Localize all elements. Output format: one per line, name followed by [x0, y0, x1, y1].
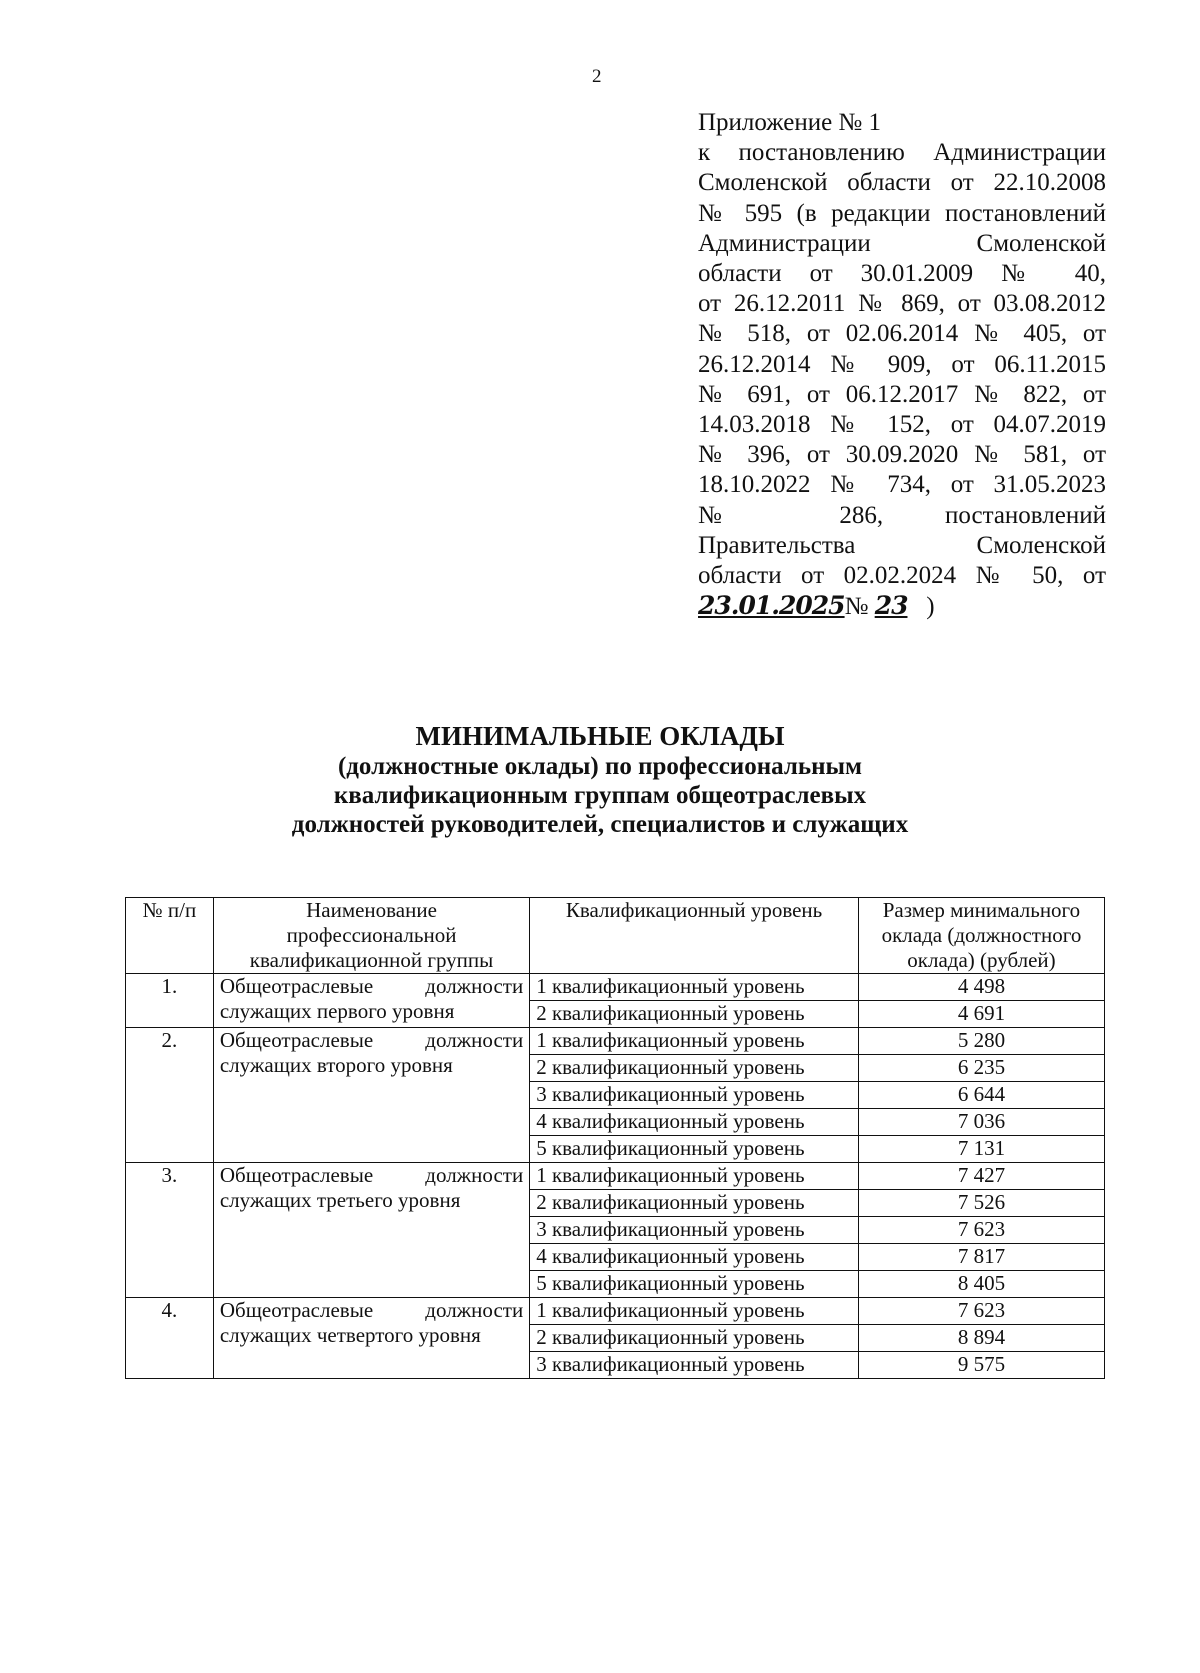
salary-value: 7 526	[858, 1190, 1104, 1217]
group-name-cell	[213, 1028, 529, 1163]
group-name: Общеотраслевые должности служащих второго уровня	[219, 1028, 524, 1077]
appendix-last-line	[698, 591, 1106, 622]
salary-value: 6 644	[858, 1082, 1104, 1109]
salary-value: 8 894	[858, 1325, 1104, 1352]
qualification-level: 1 квалификационный уровень	[530, 974, 859, 1001]
group-name-cell	[213, 974, 529, 1028]
group-number: 3.	[126, 1163, 214, 1298]
appendix-line: № 396, от 30.09.2020 № 581, от	[698, 441, 1106, 469]
appendix-line: Правительства Смоленской	[698, 531, 1106, 559]
title-line: должностей руководителей, специалистов и служащих	[291, 811, 909, 838]
table-row	[126, 1298, 1105, 1325]
qualification-level: 1 квалификационный уровень	[530, 1028, 859, 1055]
qualification-level: 2 квалификационный уровень	[530, 1001, 859, 1028]
salary-value: 6 235	[858, 1055, 1104, 1082]
qualification-level: 4 квалификационный уровень	[530, 1244, 859, 1271]
appendix-line: Приложение № 1	[698, 109, 882, 136]
table-row	[126, 974, 1105, 1001]
header-level: Квалификационный уровень	[530, 898, 859, 974]
page-number: 2	[592, 66, 602, 87]
appendix-line: № 518, от 02.06.2014 № 405, от	[698, 320, 1106, 348]
salary-value: 9 575	[858, 1352, 1104, 1379]
table-header-row	[126, 898, 1105, 974]
qualification-level: 2 квалификационный уровень	[530, 1325, 859, 1352]
qualification-level: 1 квалификационный уровень	[530, 1163, 859, 1190]
appendix-line: Администрации Смоленской	[698, 229, 1106, 257]
salary-value: 7 036	[858, 1109, 1104, 1136]
group-number: 1.	[126, 974, 214, 1028]
group-name: Общеотраслевые должности служащих третьего уровня	[219, 1163, 524, 1212]
handwritten-number: 23	[874, 591, 908, 621]
qualification-level: 4 квалификационный уровень	[530, 1109, 859, 1136]
handwritten-date: 23.01.2025	[698, 591, 845, 621]
appendix-line: 14.03.2018 № 152, от 04.07.2019	[698, 411, 1106, 439]
qualification-level: 3 квалификационный уровень	[530, 1082, 859, 1109]
qualification-level: 2 квалификационный уровень	[530, 1055, 859, 1082]
table-row	[126, 1163, 1105, 1190]
document-title	[0, 720, 1200, 839]
title-line: квалификационным группам общеотраслевых	[333, 782, 867, 809]
salary-value: 7 427	[858, 1163, 1104, 1190]
salary-value: 4 691	[858, 1001, 1104, 1028]
group-number: 2.	[126, 1028, 214, 1163]
appendix-line: 26.12.2014 № 909, от 06.11.2015	[698, 350, 1106, 378]
group-name: Общеотраслевые должности служащих четвертого уровня	[219, 1298, 524, 1347]
appendix-block	[698, 108, 1106, 622]
appendix-line: к постановлению Администрации	[698, 139, 1106, 167]
salary-table	[125, 897, 1105, 1379]
salary-value: 4 498	[858, 974, 1104, 1001]
appendix-line: Смоленской области от 22.10.2008	[698, 169, 1106, 197]
header-value: Размер минимального оклада (должностного оклада) (рублей)	[858, 898, 1104, 974]
title-line: (должностные оклады) по профессиональным	[337, 753, 863, 780]
salary-value: 7 131	[858, 1136, 1104, 1163]
group-number: 4.	[126, 1298, 214, 1379]
salary-value: 8 405	[858, 1271, 1104, 1298]
qualification-level: 3 квалификационный уровень	[530, 1352, 859, 1379]
appendix-line: от 26.12.2011 № 869, от 03.08.2012	[698, 290, 1106, 318]
qualification-level: 5 квалификационный уровень	[530, 1136, 859, 1163]
table-row	[126, 1028, 1105, 1055]
salary-value: 7 623	[858, 1217, 1104, 1244]
table-body	[126, 974, 1105, 1379]
salary-value: 7 817	[858, 1244, 1104, 1271]
group-name: Общеотраслевые должности служащих первого уровня	[219, 974, 524, 1023]
appendix-line: 18.10.2022 № 734, от 31.05.2023	[698, 471, 1106, 499]
appendix-line: № 595 (в редакции постановлений	[698, 199, 1106, 227]
group-name-cell	[213, 1298, 529, 1379]
closing-paren: )	[926, 593, 935, 621]
header-num: № п/п	[126, 898, 214, 974]
salary-value: 7 623	[858, 1298, 1104, 1325]
appendix-line: области от 30.01.2009 № 40,	[698, 260, 1106, 288]
qualification-level: 5 квалификационный уровень	[530, 1271, 859, 1298]
appendix-line: № 286, постановлений	[698, 501, 1106, 529]
number-sign: №	[844, 593, 869, 621]
appendix-line: № 691, от 06.12.2017 № 822, от	[698, 380, 1106, 408]
qualification-level: 3 квалификационный уровень	[530, 1217, 859, 1244]
qualification-level: 1 квалификационный уровень	[530, 1298, 859, 1325]
appendix-line: области от 02.02.2024 № 50, от	[698, 562, 1106, 590]
qualification-level: 2 квалификационный уровень	[530, 1190, 859, 1217]
title-main: МИНИМАЛЬНЫЕ ОКЛАДЫ	[415, 721, 785, 751]
header-group: Наименование профессиональной квалификационной группы	[213, 898, 529, 974]
salary-value: 5 280	[858, 1028, 1104, 1055]
group-name-cell	[213, 1163, 529, 1298]
